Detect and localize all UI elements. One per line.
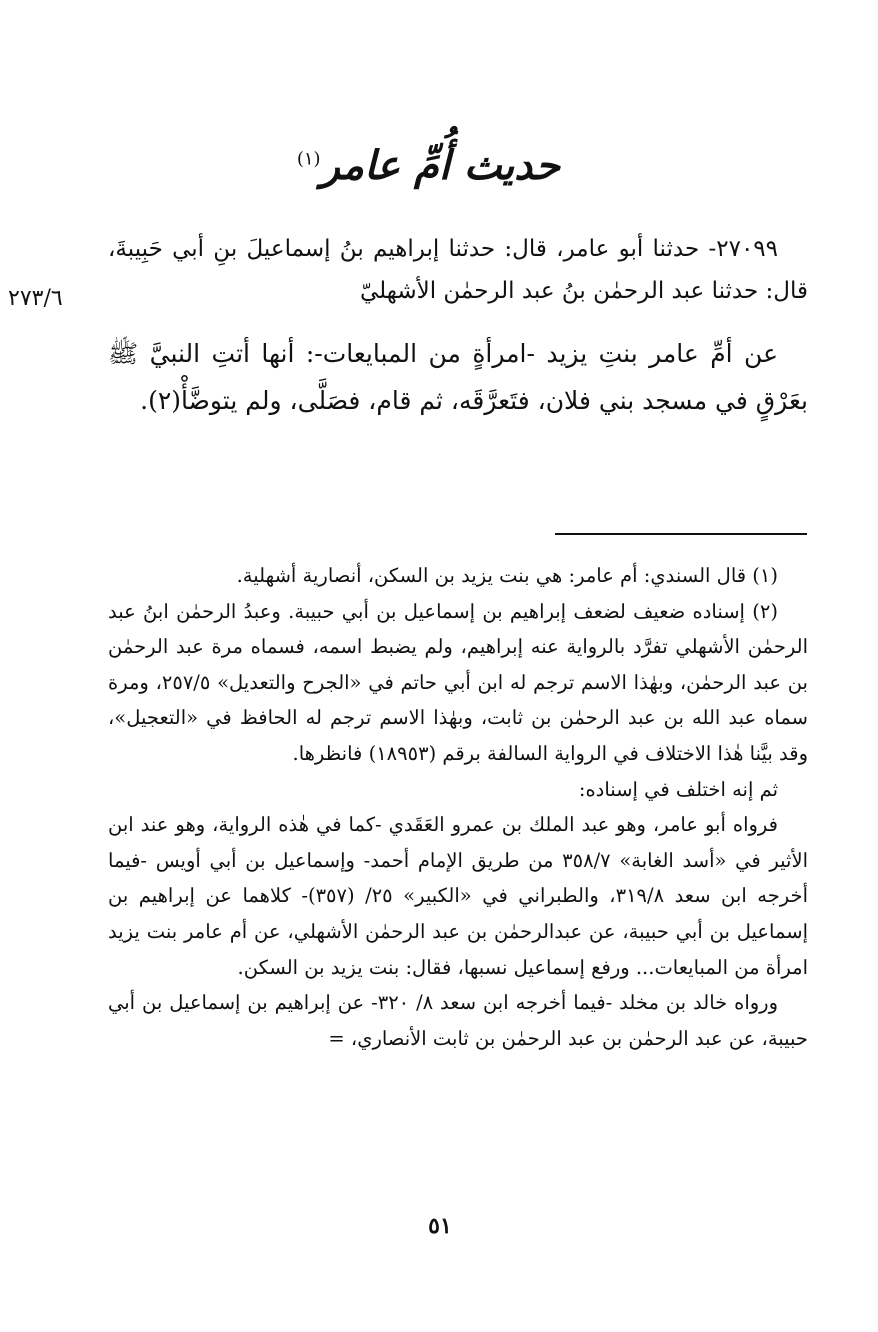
hadith-isnad	[108, 228, 808, 312]
footnote-line: عبدالرحمٰن بن عبد الرحمٰن الأشهلي، عن أم عامر بنت يزيد امرأة من	[108, 919, 808, 979]
footnote-line: وبهٰذا الاسم ترجم له الحافظ في «التعجيل»، وقد بيَّنا هٰذا الاختلاف في الرواية	[108, 706, 808, 765]
footnote-line: المبايعات... ورفع إسماعيل نسبها، فقال: بنت يزيد بن السكن.	[237, 955, 729, 979]
page-number: ٥١	[428, 1213, 452, 1239]
footnote-line: إسماعيل بن أبي حبيبة، عن عبد الرحمٰن بن عبد الرحمٰن بن ثابت الأنصاري، =	[108, 991, 808, 1050]
footnote-1	[108, 558, 808, 594]
footnote-line: (١) قال السندي: أم عامر: هي بنت يزيد بن السكن، أنصارية أشهلية.	[236, 564, 778, 587]
margin-volume-page-reference: ٢٧٣/٦	[8, 286, 63, 311]
footnote-line: ورواه خالد بن مخلد -فيما أخرجه ابن سعد ٨/ ٣٢٠- عن إبراهيم بن	[247, 991, 779, 1015]
footnote-line: مرة عبد الرحمٰن بن عبد الرحمٰن، وبهٰذا الاسم ترجم له ابن أبي حاتم في	[108, 635, 808, 694]
footnote-line: السالفة برقم (١٨٩٥٣) فانظرها.	[292, 741, 549, 765]
footnote-line: ثم إنه اختلف في إسناده:	[578, 777, 778, 801]
footnote-line: فرواه أبو عامر، وهو عبد الملك بن عمرو العَقَدي -كما في هٰذه الرواية،	[212, 813, 778, 837]
footnote-line: (٢) إسناده ضعيف لضعف إبراهيم بن إسماعيل بن أبي حبيبة. وعبدُ الرحمٰن	[176, 599, 778, 623]
footnote-paragraph	[108, 985, 808, 1056]
matn-line: ﷺ بعَرْقٍ في مسجد بني فلان، فتَعرَّقَه، ثم قام، فصَلَّى، ولم	[108, 339, 808, 415]
footnote-line: وإسماعيل بن أبي أويس -فيما أخرجه ابن سعد ٣١٩/٨، والطبراني في	[108, 848, 808, 908]
title-footnote-marker: (١)	[296, 148, 321, 170]
isnad-line: حَبِيبةَ، قال: حدثنا عبد الرحمٰن بنُ عبد الرحمٰن الأشهليّ	[108, 236, 808, 304]
footnote-line: ابنُ عبد الرحمٰن الأشهلي تفرَّد بالرواية عنه إبراهيم، ولم يضبط اسمه، فسماه	[108, 599, 808, 659]
footnote-paragraph	[108, 807, 808, 985]
hadith-text	[108, 228, 808, 424]
footnotes	[108, 558, 808, 1056]
footnote-2	[108, 594, 808, 772]
matn-line: عن أمِّ عامر بنتِ يزيد -امرأةٍ من المبايعات-: أنها أتتِ النبيَّ	[149, 339, 778, 368]
chapter-title	[296, 142, 560, 189]
footnote-line: «الكبير» ٢٥/ (٣٥٧)- كلاهما عن إبراهيم بن إسماعيل بن أبي حبيبة، عن	[108, 884, 808, 943]
isnad-line: ٢٧٠٩٩- حدثنا أبو عامر، قال: حدثنا إبراهيم بنُ إسماعيلَ بنِ أبي	[172, 236, 779, 262]
footnote-line: وهو عند ابن الأثير في «أسد الغابة» ٣٥٨/٧ من طريق الإمام أحمد-	[108, 813, 808, 872]
chapter-title-text: حديث أُمِّ عامر	[320, 142, 560, 189]
footnote-line: «الجرح والتعديل» ٢٥٧/٥، ومرة سماه عبد الله بن عبد الرحمٰن بن ثابت،	[108, 670, 808, 730]
footnote-paragraph	[108, 772, 808, 808]
matn-line: يتوضَّأْ(٢).	[140, 386, 238, 415]
footnote-separator	[555, 533, 807, 535]
hadith-matn	[108, 330, 808, 424]
